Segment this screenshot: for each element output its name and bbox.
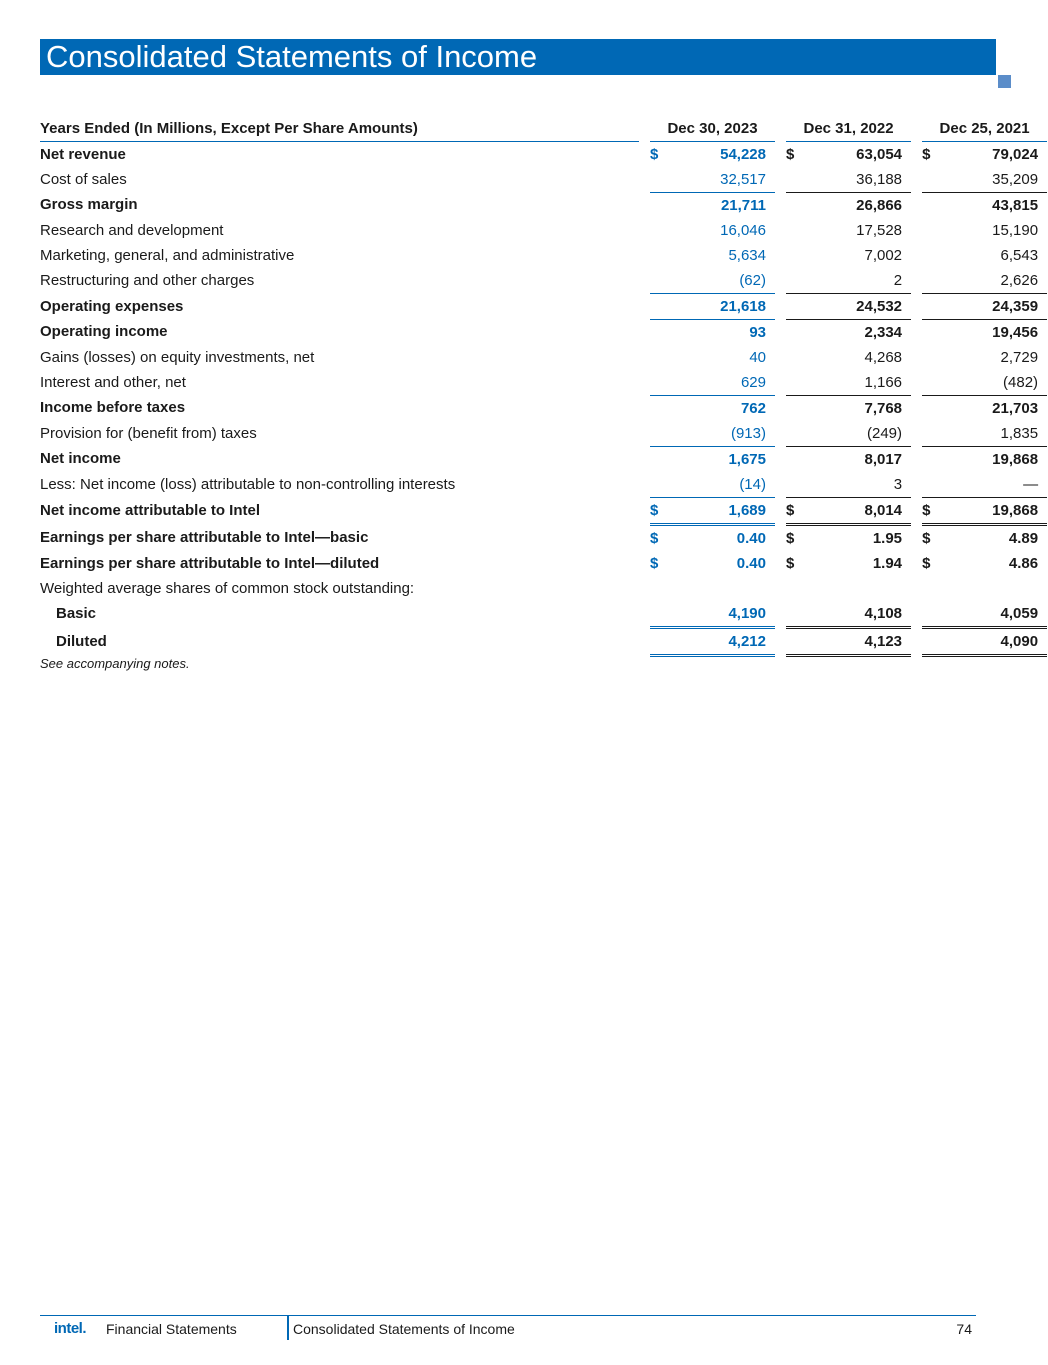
income-statement-table bbox=[40, 116, 1047, 657]
cell-value: 19,868 bbox=[940, 498, 1038, 525]
row-label: Net revenue bbox=[40, 145, 126, 163]
cell-value: 629 bbox=[668, 370, 766, 396]
cell-value: 26,866 bbox=[856, 196, 903, 214]
table-row bbox=[40, 396, 1047, 422]
cell-value: 1,675 bbox=[728, 450, 766, 468]
table-row bbox=[40, 576, 1047, 601]
cell-value: 0.40 bbox=[736, 554, 766, 572]
cell-value: 36,188 bbox=[804, 167, 902, 193]
cell-value: 7,002 bbox=[864, 246, 903, 264]
currency-symbol: $ bbox=[922, 145, 931, 163]
table-row bbox=[40, 142, 1047, 168]
cell-value: 5,634 bbox=[728, 246, 766, 264]
footer-page-title-link[interactable]: Consolidated Statements of Income bbox=[293, 1321, 515, 1337]
cell-value: 19,456 bbox=[992, 323, 1039, 341]
footer-section-link[interactable]: Financial Statements bbox=[106, 1321, 237, 1337]
cell-value: 4,190 bbox=[668, 601, 766, 628]
cell-value: (913) bbox=[668, 421, 766, 447]
cell-value: (14) bbox=[668, 472, 766, 498]
row-label: Research and development bbox=[40, 221, 224, 239]
table-header-row bbox=[40, 116, 1047, 142]
cell-value: 15,190 bbox=[992, 221, 1039, 239]
currency-symbol: $ bbox=[786, 554, 795, 572]
table-row bbox=[40, 421, 1047, 447]
cell-value: 4,059 bbox=[940, 601, 1038, 628]
currency-symbol: $ bbox=[922, 554, 931, 572]
header-label: Years Ended (In Millions, Except Per Share Amounts) bbox=[40, 116, 639, 142]
cell-value: 3 bbox=[804, 472, 902, 498]
table-row bbox=[40, 320, 1047, 346]
row-label: Earnings per share attributable to Intel—diluted bbox=[40, 554, 380, 572]
page-title: Consolidated Statements of Income bbox=[40, 39, 996, 75]
currency-symbol: $ bbox=[650, 554, 659, 572]
cell-value: 8,017 bbox=[864, 450, 903, 468]
table-row bbox=[40, 498, 1047, 525]
row-label: Net income bbox=[40, 450, 121, 468]
row-label: Earnings per share attributable to Intel—basic bbox=[40, 528, 369, 546]
intel-logo: intel. bbox=[54, 1320, 87, 1337]
footnote: See accompanying notes. bbox=[40, 656, 190, 671]
cell-value: 93 bbox=[749, 323, 766, 341]
column-header-2021: Dec 25, 2021 bbox=[922, 116, 1047, 142]
cell-value: 17,528 bbox=[856, 221, 903, 239]
cell-value: — bbox=[940, 472, 1038, 498]
cell-value: 8,014 bbox=[804, 498, 902, 525]
row-label: Operating income bbox=[40, 323, 168, 341]
table-row bbox=[40, 447, 1047, 473]
cell-value: 54,228 bbox=[720, 145, 766, 163]
cell-value: 21,711 bbox=[720, 196, 766, 214]
title-accent-square bbox=[998, 75, 1011, 88]
currency-symbol: $ bbox=[786, 498, 804, 525]
column-header-2022: Dec 31, 2022 bbox=[786, 116, 911, 142]
cell-value: 6,543 bbox=[1000, 246, 1039, 264]
cell-value: 0.40 bbox=[736, 529, 766, 547]
cell-value: 762 bbox=[740, 399, 766, 417]
row-label: Operating expenses bbox=[40, 297, 184, 315]
column-header-2023: Dec 30, 2023 bbox=[650, 116, 775, 142]
currency-symbol: $ bbox=[922, 529, 931, 547]
cell-value: 1,835 bbox=[940, 421, 1038, 447]
table-row bbox=[40, 345, 1047, 370]
cell-value: (62) bbox=[668, 268, 766, 294]
cell-value: 32,517 bbox=[668, 167, 766, 193]
cell-value: 1.94 bbox=[872, 554, 903, 572]
cell-value: 21,703 bbox=[992, 399, 1039, 417]
table-row bbox=[40, 628, 1047, 656]
row-label: Basic bbox=[56, 605, 97, 623]
currency-symbol: $ bbox=[650, 529, 659, 547]
table-row bbox=[40, 294, 1047, 320]
table-row bbox=[40, 268, 1047, 294]
row-label: Interest and other, net bbox=[40, 373, 186, 391]
cell-value: 1.95 bbox=[872, 529, 903, 547]
cell-value: 2,334 bbox=[864, 323, 903, 341]
cell-value: 1,166 bbox=[804, 370, 902, 396]
footer-rule bbox=[40, 1315, 976, 1316]
currency-symbol: $ bbox=[786, 529, 795, 547]
cell-value: 4,108 bbox=[804, 601, 902, 628]
row-label: Diluted bbox=[56, 632, 107, 650]
cell-value: 2 bbox=[804, 268, 902, 294]
currency-symbol: $ bbox=[922, 498, 940, 525]
cell-value: 2,626 bbox=[940, 268, 1038, 294]
table-row bbox=[40, 525, 1047, 552]
cell-value: 4,268 bbox=[864, 348, 903, 366]
cell-value: 4,123 bbox=[804, 628, 902, 656]
cell-value: 40 bbox=[749, 348, 766, 366]
cell-value: 24,359 bbox=[940, 294, 1038, 320]
row-label: Income before taxes bbox=[40, 399, 186, 417]
table-row bbox=[40, 167, 1047, 193]
cell-value: 4.89 bbox=[1008, 529, 1039, 547]
cell-value: 4.86 bbox=[1008, 554, 1039, 572]
row-label: Gross margin bbox=[40, 196, 138, 214]
currency-symbol: $ bbox=[650, 145, 659, 163]
cell-value: 1,689 bbox=[668, 498, 766, 525]
cell-value: 2,729 bbox=[1000, 348, 1039, 366]
table-row bbox=[40, 370, 1047, 396]
row-label: Net income attributable to Intel bbox=[40, 502, 261, 519]
row-label: Provision for (benefit from) taxes bbox=[40, 424, 257, 442]
cell-value: 4,090 bbox=[940, 628, 1038, 656]
row-label: Weighted average shares of common stock outstanding: bbox=[40, 579, 415, 597]
cell-value: 35,209 bbox=[940, 167, 1038, 193]
table-row bbox=[40, 601, 1047, 628]
cell-value: 7,768 bbox=[864, 399, 903, 417]
page-number: 74 bbox=[956, 1321, 972, 1337]
table-row bbox=[40, 472, 1047, 498]
table-row bbox=[40, 218, 1047, 243]
row-label: Cost of sales bbox=[40, 170, 127, 188]
cell-value: (482) bbox=[940, 370, 1038, 396]
cell-value: 63,054 bbox=[856, 145, 903, 163]
currency-symbol: $ bbox=[786, 145, 795, 163]
cell-value: 79,024 bbox=[992, 145, 1039, 163]
row-label: Less: Net income (loss) attributable to non-controlling interests bbox=[40, 475, 456, 493]
cell-value: 43,815 bbox=[992, 196, 1039, 214]
table-row bbox=[40, 193, 1047, 219]
cell-value: 21,618 bbox=[668, 294, 766, 320]
cell-value: (249) bbox=[804, 421, 902, 447]
cell-value: 24,532 bbox=[804, 294, 902, 320]
row-label: Marketing, general, and administrative bbox=[40, 246, 295, 264]
row-label: Restructuring and other charges bbox=[40, 271, 255, 289]
row-label: Gains (losses) on equity investments, net bbox=[40, 348, 315, 366]
cell-value: 16,046 bbox=[720, 221, 766, 239]
table-row bbox=[40, 551, 1047, 576]
cell-value: 4,212 bbox=[668, 628, 766, 656]
table-row bbox=[40, 243, 1047, 268]
footer-divider bbox=[287, 1316, 289, 1340]
cell-value: 19,868 bbox=[992, 450, 1039, 468]
currency-symbol: $ bbox=[650, 498, 668, 525]
